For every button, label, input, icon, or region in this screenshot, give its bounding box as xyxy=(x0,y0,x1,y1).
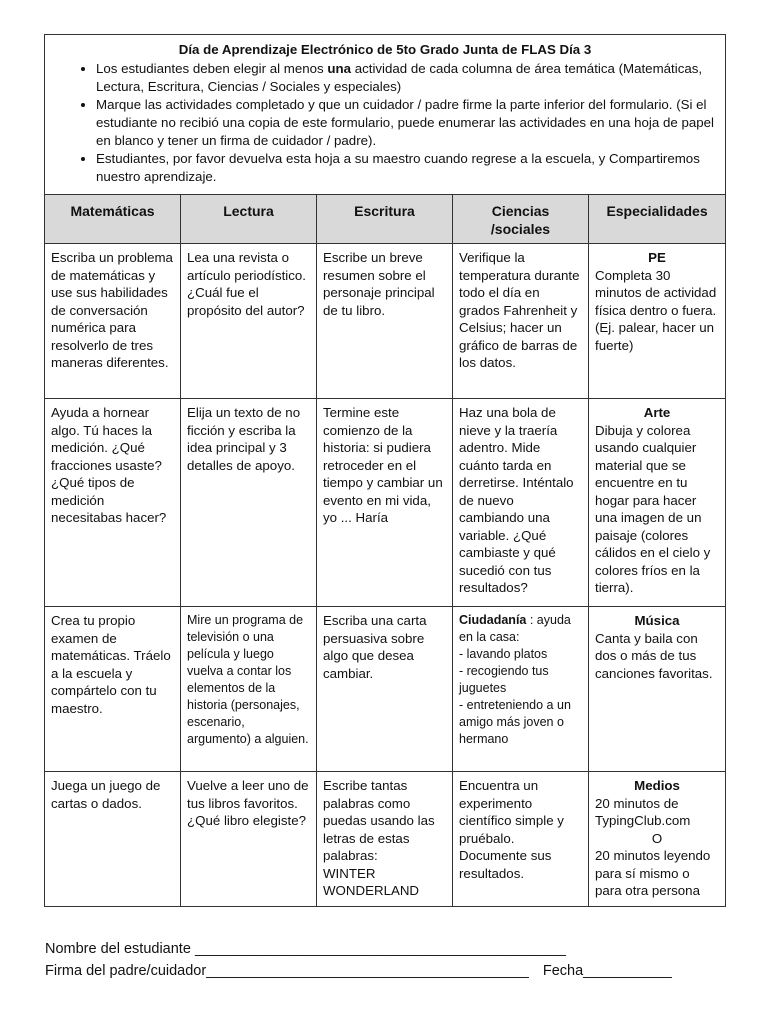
special-text: Completa 30 minutos de actividad física dentro o fuera. (Ej. palear, hacer un fuerte) xyxy=(595,267,717,353)
instruction-3: • Estudiantes, por favor devuelva esta hoja a su maestro cuando regrese a la escuela, y Compartiremos nuestro aprendizaje. xyxy=(96,150,717,186)
student-name-blank[interactable]: ______________________________________________ xyxy=(194,941,566,957)
list-item: - recogiendo tus juguetes xyxy=(459,664,549,695)
instruction-1-emphasis: una xyxy=(327,61,352,76)
guardian-signature-line[interactable] xyxy=(45,960,745,982)
table-row xyxy=(45,772,726,907)
special-text-b: 20 minutos leyendo para sí mismo o para otra persona xyxy=(595,848,711,898)
instruction-1-text-b: actividad de cada columna de área temática (Matemáticas, Lectura, Escritura, Ciencias / Sociales y especiales) xyxy=(96,61,703,94)
writing-words: WINTER WONDERLAND xyxy=(323,865,420,898)
date-label: Fecha xyxy=(542,963,584,979)
activity-cell-writing: Escriba una carta persuasiva sobre algo que desea cambiar. xyxy=(317,607,453,772)
column-header-specials: Especialidades xyxy=(589,195,726,244)
student-name-label: Nombre del estudiante xyxy=(45,941,191,957)
column-header-math: Matemáticas xyxy=(45,195,181,244)
sheet-title: Día de Aprendizaje Electrónico de 5to Grado Junta de FLAS Día 3 xyxy=(178,42,592,57)
science-title: Ciudadanía xyxy=(459,613,527,627)
instruction-1-text-a: Los estudiantes deben elegir al menos xyxy=(96,61,328,76)
activity-cell-reading: Lea una revista o artículo periodístico. ¿Cuál fue el propósito del autor? xyxy=(181,244,317,399)
column-header-science: Ciencias /sociales xyxy=(453,195,589,244)
table-row xyxy=(45,244,726,399)
special-text: Dibuja y colorea usando cualquier material que se encuentre en tu hogar para hacer una imagen de un paisaje (colores cálidos en el cielo y colores fríos en la tierra). xyxy=(595,422,711,595)
column-header-writing: Escritura xyxy=(317,195,453,244)
table-row xyxy=(45,607,726,772)
special-title: PE xyxy=(648,250,666,265)
list-item: - entreteniendo a un amigo más joven o hermano xyxy=(459,698,571,746)
guardian-signature-label: Firma del padre/cuidador xyxy=(45,963,207,979)
activity-cell-specials xyxy=(589,607,726,772)
instruction-2: • Marque las actividades completado y que un cuidador / padre firme la parte inferior del formulario. (Si el estudiante no recibió una copia de este formulario, puede enumerar las actividades en una hoja de papel en blanco y tener un firma de cuidador / padre). xyxy=(96,96,717,150)
activity-table xyxy=(44,34,726,907)
activity-cell-reading: Elija un texto de no ficción y escriba la idea principal y 3 detalles de apoyo. xyxy=(181,399,317,607)
activity-cell-science: Haz una bola de nieve y la traería adentro. Mide cuánto tarda en derretirse. Inténtalo de nuevo cambiando una variable. ¿Qué cambiaste y qué sucedió con tus resultados? xyxy=(453,399,589,607)
special-title: Arte xyxy=(643,405,671,420)
column-header-reading: Lectura xyxy=(181,195,317,244)
table-row xyxy=(45,399,726,607)
activity-cell-writing: Escribe un breve resumen sobre el personaje principal de tu libro. xyxy=(317,244,453,399)
instruction-1 xyxy=(96,60,717,96)
special-title: Música xyxy=(634,613,680,628)
activity-cell-math: Escriba un problema de matemáticas y use sus habilidades de conversación numérica para resolverlo de tres maneras diferentes. xyxy=(45,244,181,399)
activity-sheet xyxy=(44,34,725,907)
activity-cell-writing: Termine este comienzo de la historia: si pudiera retroceder en el tiempo y cambiar un evento en mi vida, yo ... Haría xyxy=(317,399,453,607)
column-header-row xyxy=(45,195,726,244)
student-name-line[interactable] xyxy=(45,938,745,960)
list-item: - lavando platos xyxy=(459,647,548,661)
science-title-after: : ayuda en la casa: xyxy=(459,613,571,644)
activity-cell-specials xyxy=(589,399,726,607)
activity-cell-math: Juega un juego de cartas o dados. xyxy=(45,772,181,907)
activity-cell-reading: Mire un programa de televisión o una película y luego vuelva a contar los elementos de la historia (personajes, escenario, argumento) a alguien. xyxy=(181,607,317,772)
activity-cell-writing xyxy=(317,772,453,907)
special-title: Medios xyxy=(634,778,680,793)
instructions-list xyxy=(53,60,717,186)
special-text: Canta y baila con dos o más de tus canciones favoritas. xyxy=(595,630,713,681)
signature-area xyxy=(45,938,745,982)
date-blank[interactable]: ___________ xyxy=(583,963,672,979)
activity-cell-specials xyxy=(589,244,726,399)
activity-cell-science xyxy=(453,607,589,772)
activity-cell-math: Crea tu propio examen de matemáticas. Tráelo a la escuela y compártelo con tu maestro. xyxy=(45,607,181,772)
special-or: O xyxy=(651,830,663,846)
writing-prompt: Escribe tantas palabras como puedas usando las letras de estas palabras: xyxy=(323,778,435,863)
activity-cell-science: Verifique la temperatura durante todo el día en grados Fahrenheit y Celsius; hacer un gráfico de barras de los datos. xyxy=(453,244,589,399)
activity-cell-specials xyxy=(589,772,726,907)
guardian-signature-blank[interactable]: ________________________________________ xyxy=(206,963,529,979)
special-text-a: 20 minutos de TypingClub.com xyxy=(595,795,691,828)
activity-cell-reading: Vuelve a leer uno de tus libros favoritos. ¿Qué libro elegiste? xyxy=(181,772,317,907)
activity-cell-math: Ayuda a hornear algo. Tú haces la medición. ¿Qué fracciones usaste? ¿Qué tipos de medición necesitabas hacer? xyxy=(45,399,181,607)
instructions-box xyxy=(45,35,726,195)
activity-cell-science: Encuentra un experimento científico simple y pruébalo. Documente sus resultados. xyxy=(453,772,589,907)
